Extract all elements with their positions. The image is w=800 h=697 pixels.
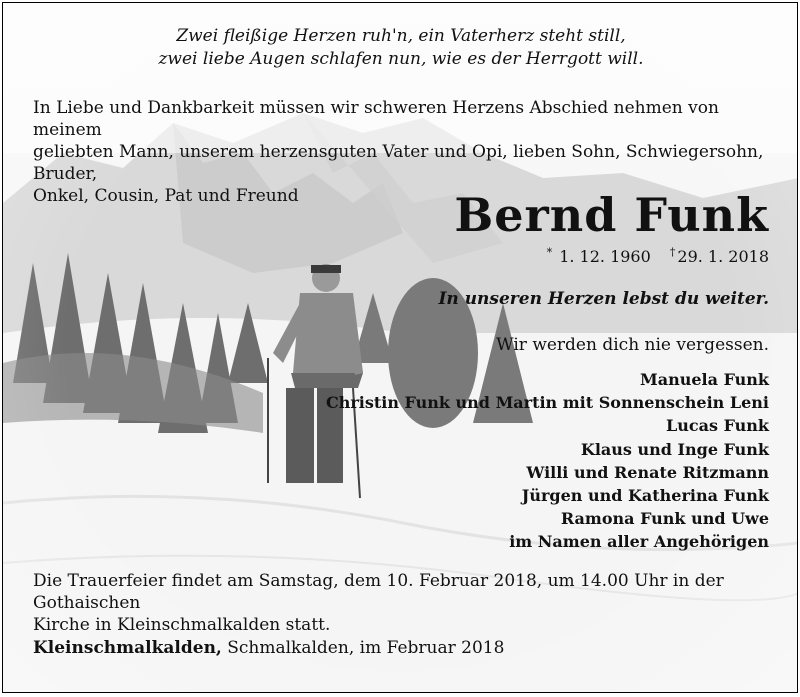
- service-line-1: Die Trauerfeier findet am Samstag, dem 10. Februar 2018, um 14.00 Uhr in der Gothaischen: [33, 571, 724, 613]
- signer-line: Manuela Funk: [640, 370, 769, 389]
- content-layer: [3, 3, 797, 692]
- death-symbol: †: [669, 246, 676, 259]
- intro-line-3: Onkel, Cousin, Pat und Freund: [33, 186, 299, 206]
- signer-line: Jürgen und Katherina Funk: [521, 486, 769, 506]
- signer-line: Klaus und Inge Funk: [580, 439, 769, 459]
- signer-line: Willi und Renate Ritzmann: [526, 462, 769, 482]
- place-town: Kleinschmalkalden,: [33, 638, 222, 658]
- signer-line: Christin Funk und Martin mit Sonnenschein Leni: [325, 393, 769, 413]
- intro-line-1: In Liebe und Dankbarkeit müssen wir schweren Herzens Abschied nehmen von meinem: [33, 98, 719, 140]
- signer-line: Ramona Funk und Uwe: [560, 509, 769, 529]
- never-forget-text: Wir werden dich nie vergessen.: [496, 335, 769, 355]
- motto: In unseren Herzen lebst du weiter.: [438, 289, 769, 309]
- born-symbol: *: [546, 246, 553, 259]
- place-rest: Schmalkalden, im Februar 2018: [221, 638, 505, 658]
- poem: [3, 25, 798, 71]
- death-symbol-wrap: [670, 247, 676, 266]
- birth-date: 1. 12. 1960: [559, 247, 651, 267]
- service-line-2: Kirche in Kleinschmalkalden statt.: [33, 615, 331, 635]
- death-date: 29. 1. 2018: [677, 247, 769, 267]
- deceased-name: Bernd Funk: [454, 188, 769, 242]
- poem-line-2: zwei liebe Augen schlafen nun, wie es der Herrgott will.: [158, 49, 644, 69]
- place-and-date: [33, 638, 504, 658]
- signers-list: [326, 368, 769, 554]
- signer-line: Lucas Funk: [666, 416, 769, 436]
- signer-line: im Namen aller Angehörigen: [509, 532, 769, 552]
- funeral-service-info: [33, 570, 778, 636]
- poem-line-1: Zwei fleißige Herzen ruh'n, ein Vaterherz steht still,: [176, 26, 626, 46]
- life-dates: [547, 246, 769, 266]
- obituary-card: [2, 2, 798, 693]
- intro-line-2: geliebten Mann, unserem herzensguten Vater und Opi, lieben Sohn, Schwiegersohn, Bruder,: [33, 142, 764, 184]
